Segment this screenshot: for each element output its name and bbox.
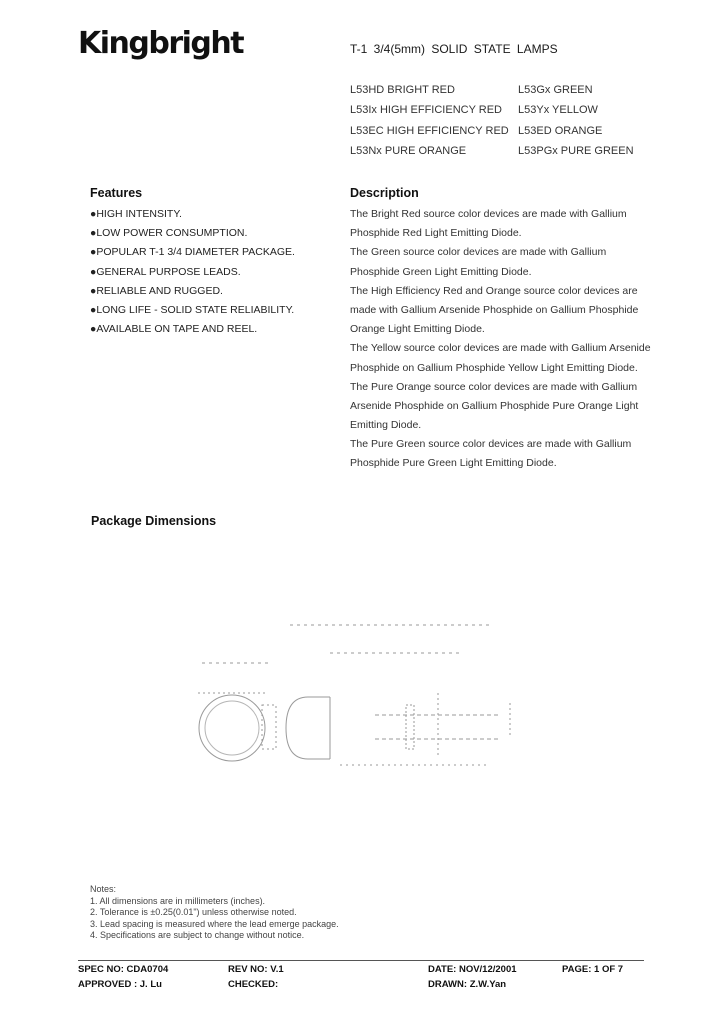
feature-item: ●POPULAR T-1 3/4 DIAMETER PACKAGE. (90, 246, 295, 259)
part-row: L53Gx GREEN (518, 84, 593, 96)
description-line: The Bright Red source color devices are made with Gallium (350, 208, 627, 220)
description-line: The Green source color devices are made with Gallium (350, 246, 607, 259)
part-row: L53Ix HIGH EFFICIENCY RED (350, 104, 502, 116)
feature-item: ●AVAILABLE ON TAPE AND REEL. (90, 323, 258, 336)
kingbright-logo: Kingbright (78, 26, 244, 61)
document-date: DATE: NOV/12/2001 (428, 964, 517, 975)
description-heading: Description (350, 186, 419, 200)
footer-divider (78, 960, 644, 961)
part-row: L53EC HIGH EFFICIENCY RED (350, 125, 509, 137)
part-row: L53HD BRIGHT RED (350, 84, 455, 96)
description-line: The Pure Green source color devices are made with Gallium (350, 438, 632, 451)
part-row: L53Yx YELLOW (518, 104, 598, 116)
part-row: L53Nx PURE ORANGE (350, 145, 467, 157)
description-line: made with Gallium Arsenide Phosphide on Gallium Phosphide (350, 303, 639, 316)
drawn-by: DRAWN: Z.W.Yan (428, 979, 507, 990)
notes-heading: Notes: (90, 884, 117, 894)
description-line: Orange Light Emitting Diode. (350, 323, 485, 336)
checked-by: CHECKED: (228, 979, 279, 990)
description-line: Phosphide Green Light Emitting Diode. (350, 265, 532, 278)
feature-item: ●HIGH INTENSITY. (90, 208, 182, 220)
note-item: 4. Specifications are subject to change without notice. (90, 930, 305, 941)
features-list (90, 207, 295, 341)
description-line: Phosphide Red Light Emitting Diode. (350, 227, 522, 240)
description-line: The Pure Orange source color devices are made with Gallium (350, 380, 638, 393)
part-row: L53ED ORANGE (518, 125, 603, 137)
description-line: Phosphide Pure Green Light Emitting Diode. (350, 457, 557, 470)
note-item: 2. Tolerance is ±0.25(0.01") unless otherwise noted. (90, 907, 297, 918)
package-dimension-drawing (190, 605, 550, 785)
package-dimensions-heading: Package Dimensions (91, 514, 217, 528)
revision-number: REV NO: V.1 (228, 964, 284, 975)
description-line: Arsenide Phosphide on Gallium Phosphide Pure Orange Light (350, 399, 639, 412)
features-heading: Features (90, 186, 143, 200)
note-item: 3. Lead spacing is measured where the lead emerge package. (90, 918, 339, 929)
description-line: The Yellow source color devices are made with Gallium Arsenide (350, 342, 651, 355)
document-title: T-1 3/4(5mm) SOLID STATE LAMPS (350, 42, 558, 56)
description-line: The High Efficiency Red and Orange source color devices are (350, 284, 638, 297)
notes-section (90, 884, 339, 942)
feature-item: ●LOW POWER CONSUMPTION. (90, 227, 248, 240)
feature-item: ●LONG LIFE - SOLID STATE RELIABILITY. (90, 303, 295, 316)
feature-item: ●RELIABLE AND RUGGED. (90, 284, 223, 297)
approved-by: APPROVED : J. Lu (78, 979, 162, 990)
description-line: Phosphide on Gallium Phosphide Yellow Light Emitting Diode. (350, 361, 638, 374)
description-line: Emitting Diode. (350, 419, 422, 432)
spec-number: SPEC NO: CDA0704 (78, 964, 169, 975)
description-text (350, 207, 650, 476)
note-item: 1. All dimensions are in millimeters (inches). (90, 895, 266, 906)
page-number: PAGE: 1 OF 7 (562, 964, 624, 975)
feature-item: ●GENERAL PURPOSE LEADS. (90, 265, 241, 278)
part-row: L53PGx PURE GREEN (518, 145, 634, 157)
